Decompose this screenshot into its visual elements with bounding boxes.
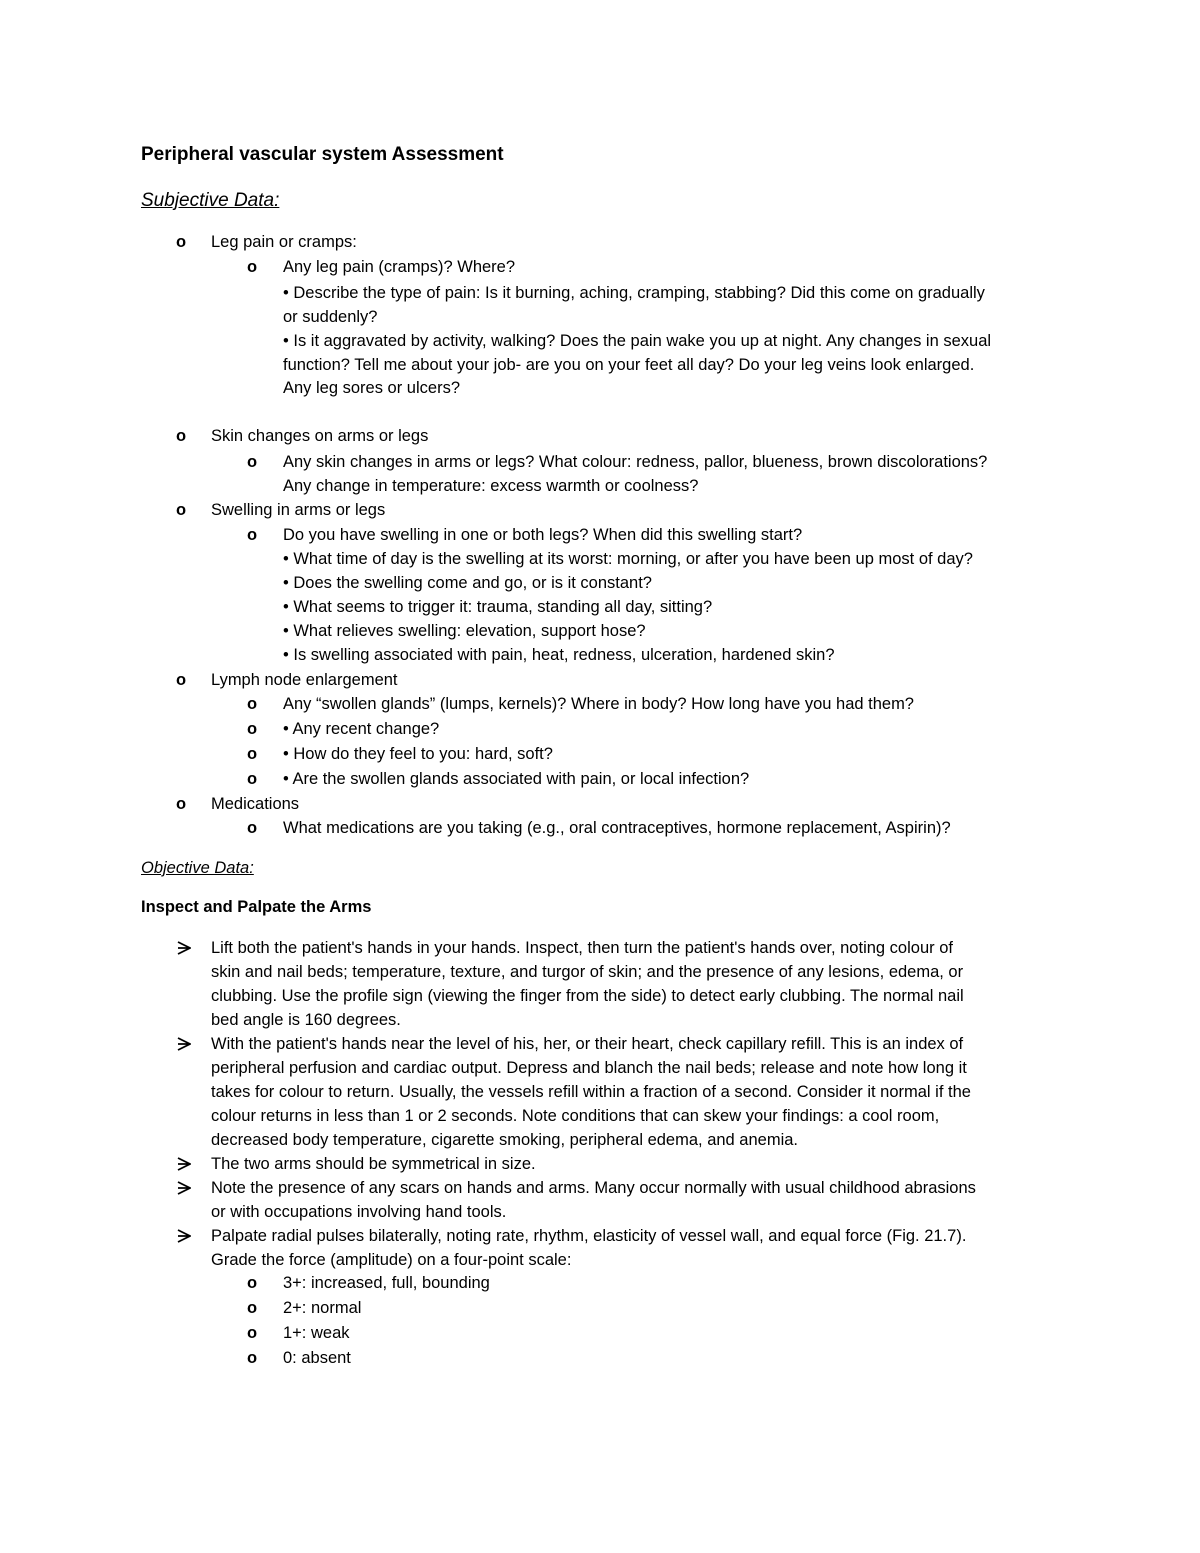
list-item: • Does the swelling come and go, or is it constant? bbox=[283, 574, 652, 592]
bullet-marker: o bbox=[247, 1349, 258, 1367]
list-item: Any leg sores or ulcers? bbox=[283, 379, 460, 397]
list-item: • What seems to trigger it: trauma, standing all day, sitting? bbox=[283, 598, 713, 616]
list-item: bed angle is 160 degrees. bbox=[211, 1011, 401, 1029]
list-item: Any leg pain (cramps)? Where? bbox=[283, 258, 516, 276]
list-item: Grade the force (amplitude) on a four-point scale: bbox=[211, 1251, 572, 1269]
list-item: Any change in temperature: excess warmth or coolness? bbox=[283, 477, 699, 495]
list-item: Any “swollen glands” (lumps, kernels)? Where in body? How long have you had them? bbox=[283, 695, 914, 713]
list-item: • Is it aggravated by activity, walking? Does the pain wake you up at night. Any changes in sexual bbox=[283, 332, 992, 350]
list-item: Leg pain or cramps: bbox=[211, 233, 357, 251]
list-item: Note the presence of any scars on hands and arms. Many occur normally with usual childhood abrasions bbox=[211, 1179, 976, 1197]
list-item: Skin changes on arms or legs bbox=[211, 427, 429, 445]
list-item: Palpate radial pulses bilaterally, noting rate, rhythm, elasticity of vessel wall, and equal force (Fig. 21.7). bbox=[211, 1227, 967, 1245]
arrow-bullet-icon bbox=[177, 1224, 191, 1248]
list-item: or suddenly? bbox=[283, 308, 378, 326]
list-item: Lymph node enlargement bbox=[211, 671, 398, 689]
list-item: or with occupations involving hand tools. bbox=[211, 1203, 507, 1221]
bullet-marker: o bbox=[176, 427, 187, 445]
bullet-marker: o bbox=[247, 1299, 258, 1317]
bullet-marker: o bbox=[176, 795, 187, 813]
bullet-marker: o bbox=[247, 770, 258, 788]
list-item: • Describe the type of pain: Is it burning, aching, cramping, stabbing? Did this come on gradually bbox=[283, 284, 985, 302]
bullet-marker: o bbox=[176, 501, 187, 519]
list-item: • What time of day is the swelling at its worst: morning, or after you have been up most of day? bbox=[283, 550, 973, 568]
bullet-marker: o bbox=[247, 258, 258, 276]
arrow-bullet-icon bbox=[177, 936, 191, 960]
arrow-bullet-icon bbox=[177, 1032, 191, 1056]
bullet-marker: o bbox=[176, 671, 187, 689]
bullet-marker: o bbox=[247, 1274, 258, 1292]
bullet-marker: o bbox=[247, 695, 258, 713]
subjective-heading: Subjective Data: bbox=[141, 190, 280, 211]
list-item: skin and nail beds; temperature, texture, and turgor of skin; and the presence of any lesions, edema, or bbox=[211, 963, 964, 981]
arrow-bullet-icon bbox=[177, 1176, 191, 1200]
list-item: clubbing. Use the profile sign (viewing the finger from the side) to detect early clubbing. The normal nail bbox=[211, 987, 964, 1005]
arms-heading: Inspect and Palpate the Arms bbox=[141, 898, 372, 916]
objective-heading: Objective Data: bbox=[141, 859, 254, 877]
bullet-marker: o bbox=[247, 819, 258, 837]
list-item: • What relieves swelling: elevation, support hose? bbox=[283, 622, 646, 640]
list-item: Lift both the patient's hands in your hands. Inspect, then turn the patient's hands over, noting colour of bbox=[211, 939, 953, 957]
list-item: • Are the swollen glands associated with pain, or local infection? bbox=[283, 770, 750, 788]
bullet-marker: o bbox=[247, 720, 258, 738]
list-item: • Is swelling associated with pain, heat, redness, ulceration, hardened skin? bbox=[283, 646, 835, 664]
list-item: 0: absent bbox=[283, 1349, 351, 1367]
list-item: • How do they feel to you: hard, soft? bbox=[283, 745, 553, 763]
bullet-marker: o bbox=[247, 1324, 258, 1342]
list-item: • Any recent change? bbox=[283, 720, 440, 738]
bullet-marker: o bbox=[247, 745, 258, 763]
list-item: With the patient's hands near the level of his, her, or their heart, check capillary refill. This is an index of bbox=[211, 1035, 964, 1053]
list-item: peripheral perfusion and cardiac output. Depress and blanch the nail beds; release and note how long it bbox=[211, 1059, 967, 1077]
bullet-marker: o bbox=[247, 453, 258, 471]
arrow-bullet-icon bbox=[177, 1152, 191, 1176]
list-item: takes for colour to return. Usually, the vessels refill within a fraction of a second. Consider it normal if the bbox=[211, 1083, 971, 1101]
bullet-marker: o bbox=[176, 233, 187, 251]
list-item: Any skin changes in arms or legs? What colour: redness, pallor, blueness, brown discolorations? bbox=[283, 453, 988, 471]
list-item: 1+: weak bbox=[283, 1324, 350, 1342]
list-item: What medications are you taking (e.g., oral contraceptives, hormone replacement, Aspirin)? bbox=[283, 819, 951, 837]
list-item: decreased body temperature, cigarette smoking, peripheral edema, and anemia. bbox=[211, 1131, 799, 1149]
list-item: Medications bbox=[211, 795, 300, 813]
page-title: Peripheral vascular system Assessment bbox=[141, 144, 504, 165]
bullet-marker: o bbox=[247, 526, 258, 544]
list-item: colour returns in less than 1 or 2 seconds. Note conditions that can skew your findings: a cool room, bbox=[211, 1107, 940, 1125]
list-item: function? Tell me about your job- are you on your feet all day? Do your leg veins look enlarged. bbox=[283, 356, 975, 374]
list-item: The two arms should be symmetrical in size. bbox=[211, 1155, 536, 1173]
list-item: 2+: normal bbox=[283, 1299, 362, 1317]
list-item: Do you have swelling in one or both legs? When did this swelling start? bbox=[283, 526, 803, 544]
list-item: Swelling in arms or legs bbox=[211, 501, 386, 519]
list-item: 3+: increased, full, bounding bbox=[283, 1274, 490, 1292]
